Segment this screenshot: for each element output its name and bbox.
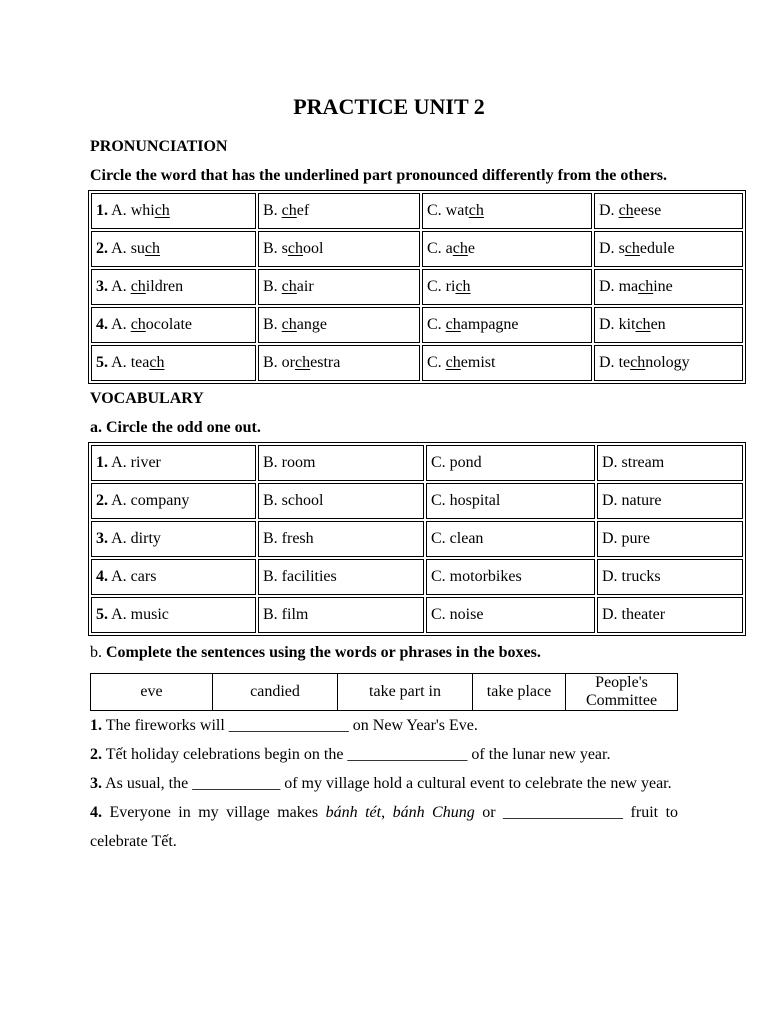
word-part: ildren [145, 278, 184, 295]
option-text: B. school [263, 492, 324, 509]
answer-option [258, 521, 424, 557]
word-part: nology [645, 354, 690, 371]
pronunciation-row [91, 307, 743, 343]
vocabulary-heading: VOCABULARY [90, 390, 204, 407]
answer-option [594, 307, 743, 343]
underlined-part: ch [618, 202, 634, 219]
option-text: C. hospital [431, 492, 501, 509]
option-text: A. company [111, 492, 190, 509]
answer-option [597, 445, 743, 481]
pronunciation-row [91, 231, 743, 267]
underlined-part: ch [149, 354, 165, 371]
word-box-item: take place [473, 674, 566, 711]
answer-option [422, 345, 592, 381]
underlined-part: ch [295, 354, 311, 371]
option-letter: B. [263, 278, 282, 295]
answer-option [258, 559, 424, 595]
answer-option [258, 231, 420, 267]
option-text: D. nature [602, 492, 662, 509]
question-number: 3. [96, 278, 108, 295]
answer-option [258, 307, 420, 343]
sentences-list [90, 711, 678, 856]
question-number: 2. [96, 240, 108, 257]
answer-option [91, 521, 256, 557]
answer-option [594, 345, 743, 381]
option-letter: A. [111, 240, 131, 257]
answer-option [91, 345, 256, 381]
option-letter: C. [427, 316, 446, 333]
option-text: B. facilities [263, 568, 337, 585]
sentence-text: Everyone in my village makes [109, 804, 326, 821]
option-text: D. trucks [602, 568, 661, 585]
answer-option [91, 483, 256, 519]
sentence [90, 769, 678, 798]
question-number: 1. [96, 454, 108, 471]
option-letter: C. [427, 240, 446, 257]
odd-one-out-row [91, 483, 743, 519]
sentence-text: , [381, 804, 393, 821]
word-part: s [281, 240, 288, 257]
underlined-part: ch [445, 354, 461, 371]
question-number: 3. [96, 530, 108, 547]
word-part: te [618, 354, 631, 371]
sentence [90, 740, 678, 769]
pronunciation-row [91, 193, 743, 229]
word-part: air [296, 278, 314, 295]
word-part: s [618, 240, 625, 257]
underlined-part: ch [630, 354, 646, 371]
sentence-text: Tết holiday celebrations begin on the _______________ of the lunar new year. [105, 746, 611, 763]
underlined-part: ch [624, 240, 640, 257]
underlined-part: ch [287, 240, 304, 257]
option-text: B. film [263, 606, 309, 623]
word-part: eese [633, 202, 662, 219]
option-letter: D. [599, 316, 619, 333]
answer-option [597, 483, 743, 519]
option-text: A. music [111, 606, 169, 623]
word-part: ef [296, 202, 310, 219]
option-text: D. stream [602, 454, 665, 471]
option-letter: A. [111, 316, 131, 333]
sentence-number: 2. [90, 746, 102, 763]
underlined-part: ch [144, 240, 161, 257]
word-part: ange [296, 316, 327, 333]
answer-option [426, 445, 595, 481]
answer-option [258, 597, 424, 633]
option-text: C. noise [431, 606, 484, 623]
answer-option [597, 597, 743, 633]
italic-term: bánh Chung [392, 804, 475, 821]
underlined-part: ch [154, 202, 170, 219]
answer-option [597, 521, 743, 557]
option-text: A. cars [111, 568, 157, 585]
answer-option [426, 559, 595, 595]
option-letter: C. [427, 202, 446, 219]
word-part: or [281, 354, 295, 371]
answer-option [91, 193, 256, 229]
option-text: C. motorbikes [431, 568, 522, 585]
pronunciation-heading: PRONUNCIATION [90, 138, 228, 155]
answer-option [258, 445, 424, 481]
question-number: 1. [96, 202, 108, 219]
sentence-text: The fireworks will _______________ on New Year's Eve. [105, 717, 478, 734]
answer-option [91, 231, 256, 267]
word-part: su [130, 240, 145, 257]
underlined-part: ch [635, 316, 651, 333]
option-letter: C. [427, 354, 446, 371]
answer-option [426, 483, 595, 519]
underlined-part: ch [281, 202, 297, 219]
option-letter: B. [263, 316, 282, 333]
word-part: ri [445, 278, 456, 295]
answer-option [422, 193, 592, 229]
option-text: A. river [111, 454, 161, 471]
answer-option [426, 597, 595, 633]
word-box [90, 673, 678, 711]
vocabulary-part-b-instruction [90, 638, 678, 667]
answer-option [594, 193, 743, 229]
option-letter: A. [111, 202, 131, 219]
sentence [90, 798, 678, 856]
question-number: 5. [96, 606, 108, 623]
underlined-part: ch [130, 316, 146, 333]
word-part: emist [460, 354, 496, 371]
answer-option [91, 445, 256, 481]
word-part: tea [130, 354, 150, 371]
option-letter: B. [263, 240, 282, 257]
answer-option [258, 269, 420, 305]
worksheet-page [90, 92, 690, 856]
option-letter: A. [111, 354, 131, 371]
answer-option [594, 269, 743, 305]
option-letter: D. [599, 354, 619, 371]
word-part: wat [445, 202, 469, 219]
answer-option [91, 559, 256, 595]
answer-option [426, 521, 595, 557]
sentence [90, 711, 678, 740]
underlined-part: ch [455, 278, 471, 295]
word-part: edule [639, 240, 675, 257]
option-letter: B. [263, 354, 282, 371]
word-part: ool [303, 240, 324, 257]
option-letter: D. [599, 240, 619, 257]
odd-one-out-row [91, 559, 743, 595]
answer-option [422, 231, 592, 267]
answer-option [258, 345, 420, 381]
vocabulary-part-a-instruction: a. Circle the odd one out. [90, 419, 261, 436]
question-number: 2. [96, 492, 108, 509]
sentence-number: 3. [90, 775, 102, 792]
underlined-part: ch [445, 316, 461, 333]
word-part: ampagne [460, 316, 519, 333]
answer-option [422, 269, 592, 305]
pronunciation-table [88, 190, 746, 384]
underlined-part: ch [638, 278, 654, 295]
question-number: 5. [96, 354, 108, 371]
odd-one-out-row [91, 445, 743, 481]
word-box-item: eve [91, 674, 213, 711]
option-text: D. pure [602, 530, 650, 547]
underlined-part: ch [452, 240, 468, 257]
sentence-text: or _______________ fruit to celebrate Tết. [90, 804, 679, 850]
word-part: kit [618, 316, 636, 333]
answer-option [258, 193, 420, 229]
word-part: e [467, 240, 475, 257]
word-part: estra [310, 354, 341, 371]
word-part: ocolate [145, 316, 192, 333]
option-letter: A. [111, 278, 131, 295]
word-part: ine [653, 278, 673, 295]
odd-one-out-row [91, 597, 743, 633]
word-part: a [445, 240, 453, 257]
word-box-item: candied [213, 674, 338, 711]
part-b-letter: b. [90, 644, 102, 661]
option-letter: D. [599, 202, 619, 219]
sentence-number: 4. [90, 804, 102, 821]
sentence-text: As usual, the ___________ of my village hold a cultural event to celebrate the new year. [105, 775, 672, 792]
option-text: C. pond [431, 454, 482, 471]
option-text: B. fresh [263, 530, 314, 547]
answer-option [91, 307, 256, 343]
answer-option [91, 597, 256, 633]
word-box-item: People's Committee [566, 674, 678, 711]
option-text: A. dirty [111, 530, 161, 547]
answer-option [258, 483, 424, 519]
page-title: PRACTICE UNIT 2 [293, 94, 485, 119]
pronunciation-row [91, 269, 743, 305]
underlined-part: ch [468, 202, 484, 219]
pronunciation-row [91, 345, 743, 381]
option-letter: D. [599, 278, 619, 295]
answer-option [597, 559, 743, 595]
option-letter: B. [263, 202, 282, 219]
underlined-part: ch [281, 316, 297, 333]
underlined-part: ch [281, 278, 297, 295]
word-box-item: take part in [338, 674, 473, 711]
sentence-number: 1. [90, 717, 102, 734]
option-text: B. room [263, 454, 316, 471]
answer-option [91, 269, 256, 305]
odd-one-out-row [91, 521, 743, 557]
pronunciation-instruction: Circle the word that has the underlined part pronounced differently from the others. [90, 167, 668, 184]
question-number: 4. [96, 568, 108, 585]
option-text: D. theater [602, 606, 666, 623]
word-part: whi [130, 202, 155, 219]
answer-option [594, 231, 743, 267]
option-letter: C. [427, 278, 446, 295]
option-text: C. clean [431, 530, 484, 547]
italic-term: bánh tét [325, 804, 382, 821]
odd-one-out-table [88, 442, 746, 636]
word-part: en [650, 316, 666, 333]
part-b-text: Complete the sentences using the words or phrases in the boxes. [106, 644, 541, 661]
underlined-part: ch [130, 278, 146, 295]
question-number: 4. [96, 316, 108, 333]
word-part: ma [618, 278, 639, 295]
answer-option [422, 307, 592, 343]
